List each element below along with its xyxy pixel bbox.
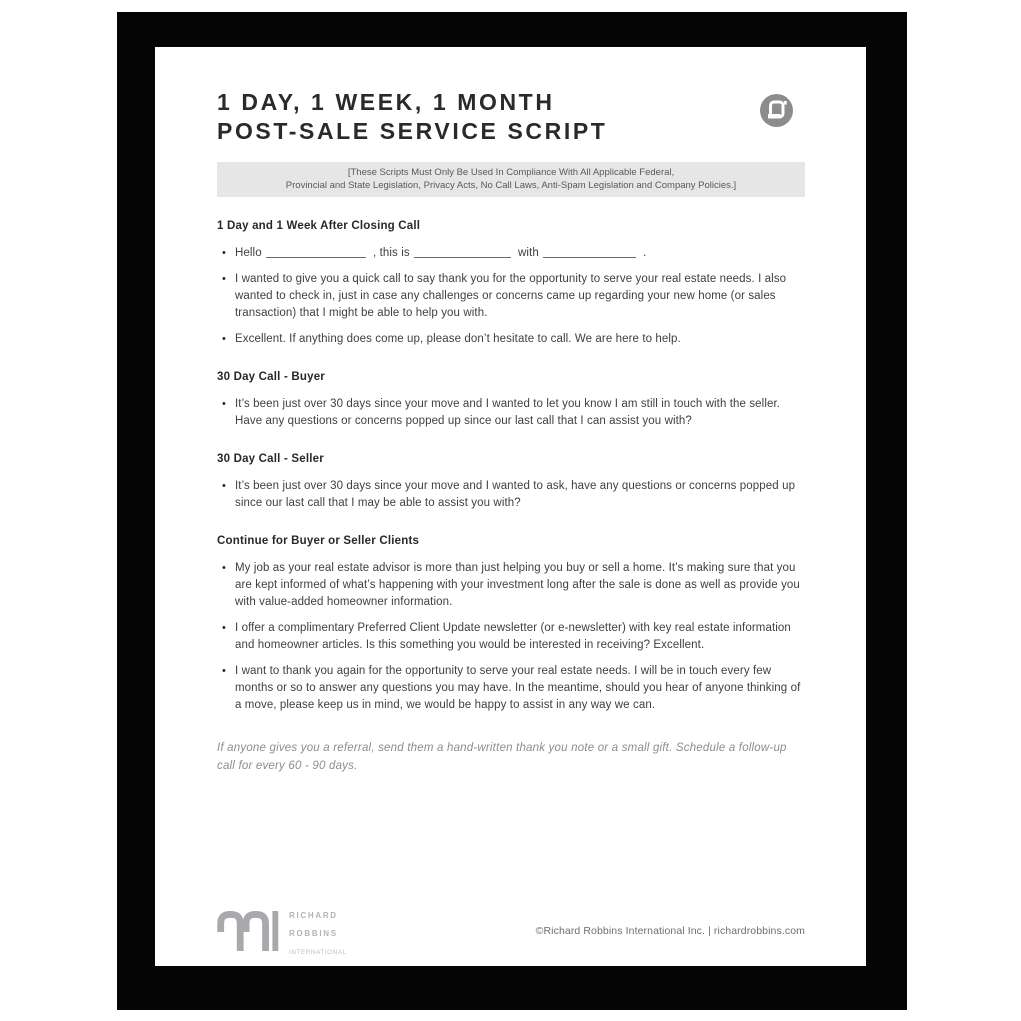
fill-in-word-2: , this is [373, 247, 410, 259]
section-heading: 1 Day and 1 Week After Closing Call [217, 220, 421, 232]
document-header [217, 88, 805, 146]
section-heading: Continue for Buyer or Seller Clients [217, 535, 420, 547]
compliance-line-2: Provincial and State Legislation, Privacy Acts, No Call Laws, Anti-Spam Legislation and Company Policies.] [285, 180, 737, 191]
bullet-text: Excellent. If anything does come up, please don’t hesitate to call. We are here to help. [235, 333, 681, 345]
bullet-text: It’s been just over 30 days since your move and I wanted to let you know I am still in touch with the seller. Have any questions or concerns popped up since our last call that I can assist you with? [235, 398, 781, 427]
bullet-item [217, 663, 805, 714]
bullet-dot: • [222, 622, 226, 634]
section-heading: 30 Day Call - Seller [217, 453, 324, 465]
bullet-dot: • [222, 562, 226, 574]
logo-word-richard: RICHARD [289, 911, 338, 920]
page-content [155, 47, 866, 775]
bullet-dot: • [222, 247, 226, 259]
bullet-dot: • [222, 398, 226, 410]
bullet-text: I wanted to give you a quick call to say thank you for the opportunity to serve your real estate needs. I also wanted to check in, just in case any challenges or concerns came up regarding your new home (or sales transaction) that I might be able to help you with. [235, 273, 787, 319]
document-footer [217, 903, 805, 959]
bullet-item [217, 245, 805, 262]
bullet-item [217, 396, 805, 430]
script-document-icon [760, 94, 793, 127]
fill-in-word-3: with [518, 247, 539, 259]
bullet-item [217, 620, 805, 654]
page-title [217, 88, 607, 146]
bullet-item [217, 271, 805, 322]
title-line-1: 1 DAY, 1 WEEK, 1 MONTH [217, 89, 555, 115]
document-page [155, 47, 866, 966]
blank-line-1 [266, 248, 366, 258]
fill-in-word-4: . [643, 247, 647, 259]
bullet-dot: • [222, 333, 226, 345]
bullet-item [217, 478, 805, 512]
logo-word-international: INTERNATIONAL [289, 949, 347, 956]
bullet-dot: • [222, 665, 226, 677]
logo-wordmark [289, 903, 347, 959]
bullet-item [217, 331, 805, 348]
compliance-note [217, 162, 805, 197]
rri-monogram-icon [217, 911, 280, 951]
section-continue-clients [217, 534, 805, 714]
bullet-dot: • [222, 273, 226, 285]
copyright-text: ©Richard Robbins International Inc. | richardrobbins.com [535, 925, 805, 937]
rri-logo [217, 903, 347, 959]
section-30-day-buyer [217, 370, 805, 430]
black-frame [117, 12, 907, 1010]
compliance-line-1: [These Scripts Must Only Be Used In Compliance With All Applicable Federal, [347, 167, 675, 178]
fill-in-line [235, 245, 805, 262]
blank-line-3 [543, 248, 636, 258]
section-30-day-seller [217, 452, 805, 512]
bullet-text: It’s been just over 30 days since your move and I wanted to ask, have any questions or concerns popped up since our last call that I may be able to assist you with? [235, 480, 796, 509]
section-heading: 30 Day Call - Buyer [217, 371, 325, 383]
bullet-text: I offer a complimentary Preferred Client Update newsletter (or e-newsletter) with key real estate information and homeowner articles. Is this something you would be interested in receiving? Excellent. [235, 622, 791, 651]
bullet-text: My job as your real estate advisor is more than just helping you buy or sell a home. It’s making sure that you are kept informed of what’s happening with your investment long after the sale is done as well as provide you with value-added homeowner information. [235, 562, 800, 608]
blank-line-2 [414, 248, 511, 258]
title-line-2: POST-SALE SERVICE SCRIPT [217, 118, 608, 144]
bullet-dot: • [222, 480, 226, 492]
bullet-item [217, 560, 805, 611]
referral-footnote: If anyone gives you a referral, send them a hand-written thank you note or a small gift. Schedule a follow-up call for every 60 - 90 days. [217, 742, 787, 772]
fill-in-word-1: Hello [235, 247, 262, 259]
bullet-text: I want to thank you again for the opportunity to serve your real estate needs. I will be in touch every few months or so to answer any questions you may have. In the meantime, should you hear of anyone thinking of a move, please keep us in mind, we would be happy to assist in any way we can. [235, 665, 801, 711]
logo-word-robbins: ROBBINS [289, 929, 338, 938]
section-1-day-1-week [217, 219, 805, 348]
